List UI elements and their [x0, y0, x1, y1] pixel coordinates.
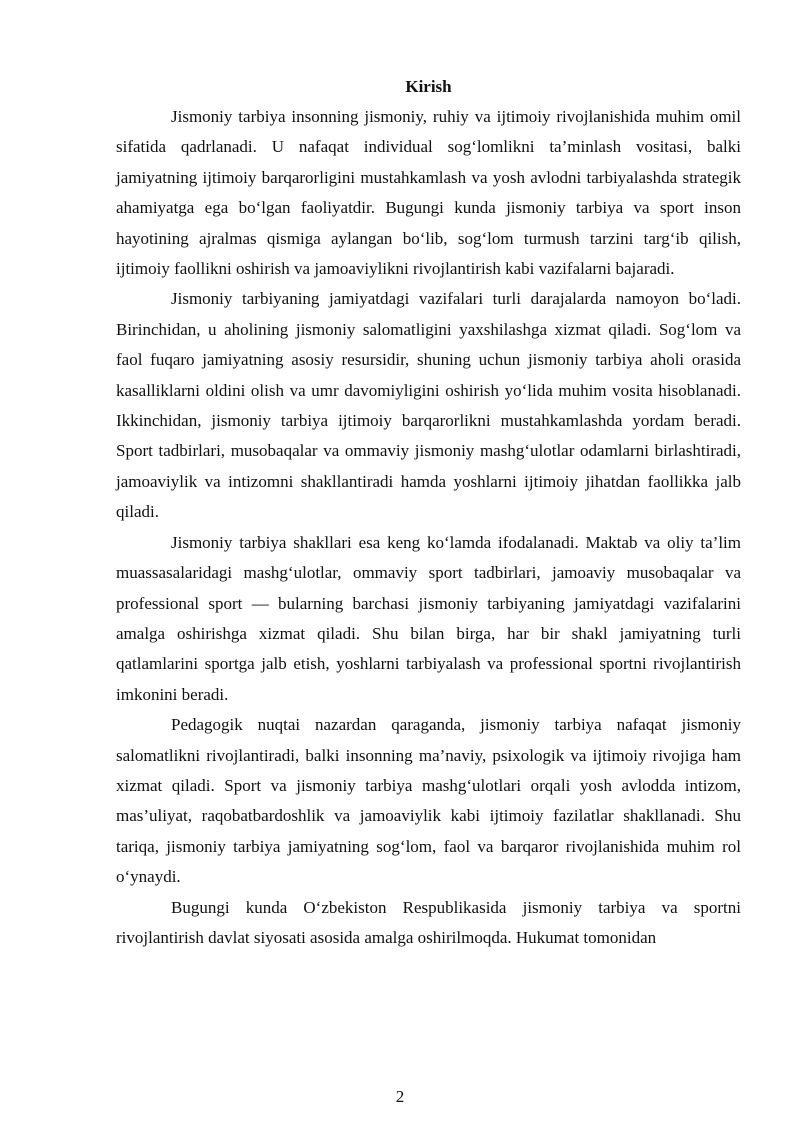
paragraph-1: Jismoniy tarbiya insonning jismoniy, ruhiy va ijtimoiy rivojlanishida muhim omil sifatida qadrlanadi. U nafaqat individual sog‘lomlikni ta’minlash vositasi, balki jamiyatning ijtimoiy barqarorligini mustahkamlash va yosh avlodni tarbiyalashda strategik ahamiyatga ega bo‘lgan faoliyatdir. Bugungi kunda jismoniy tarbiya va sport inson hayotining ajralmas qismiga aylangan bo‘lib, sog‘lom turmush tarzini targ‘ib qilish, ijtimoiy faollikni oshirish va jamoaviylikni rivojlantirish kabi vazifalarni bajaradi. [116, 107, 741, 279]
paragraph-2: Jismoniy tarbiyaning jamiyatdagi vazifalari turli darajalarda namoyon bo‘ladi. Birinchidan, u aholining jismoniy salomatligini yaxshilashga xizmat qiladi. Sog‘lom va faol fuqaro jamiyatning asosiy resursidir, shuning uchun jismoniy tarbiya aholi orasida kasalliklarni oldini olish va umr davomiyligini oshirish yo‘lida muhim vosita hisoblanadi. Ikkinchidan, jismoniy tarbiya ijtimoiy barqarorlikni mustahkamlashda yordam beradi. Sport tadbirlari, musobaqalar va ommaviy jismoniy mashg‘ulotlar odamlarni birlashtiradi, jamoaviylik va intizomni shakllantiradi hamda yoshlarni ijtimoiy jihatdan faollikka jalb qiladi. [116, 289, 741, 522]
paragraph-4: Pedagogik nuqtai nazardan qaraganda, jismoniy tarbiya nafaqat jismoniy salomatlikni rivojlantiradi, balki insonning ma’naviy, psixologik va ijtimoiy rivojiga ham xizmat qiladi. Sport va jismoniy tarbiya mashg‘ulotlari orqali yosh avlodda intizom, mas’uliyat, raqobatbardoshlik va jamoaviylik kabi ijtimoiy fazilatlar shakllanadi. Shu tariqa, jismoniy tarbiya jamiyatning sog‘lom, faol va barqaror rivojlanishida muhim rol o‘ynaydi. [116, 715, 741, 887]
paragraph-3: Jismoniy tarbiya shakllari esa keng ko‘lamda ifodalanadi. Maktab va oliy ta’lim muassasalaridagi mashg‘ulotlar, ommaviy sport tadbirlari, jamoaviy musobaqalar va professional sport — bularning barchasi jismoniy tarbiyaning jamiyatdagi vazifalarini amalga oshirishga xizmat qiladi. Shu bilan birga, har bir shakl jamiyatning turli qatlamlarini sportga jalb etish, yoshlarni tarbiyalash va professional sportni rivojlantirish imkonini beradi. [116, 532, 741, 704]
section-title: Kirish [405, 77, 452, 96]
paragraph-5: Bugungi kunda O‘zbekiston Respublikasida jismoniy tarbiya va sportni rivojlantirish davlat siyosati asosida amalga oshirilmoqda. Hukumat tomonidan [116, 897, 741, 947]
page-number: 2 [395, 1087, 405, 1106]
page-content [116, 72, 741, 953]
